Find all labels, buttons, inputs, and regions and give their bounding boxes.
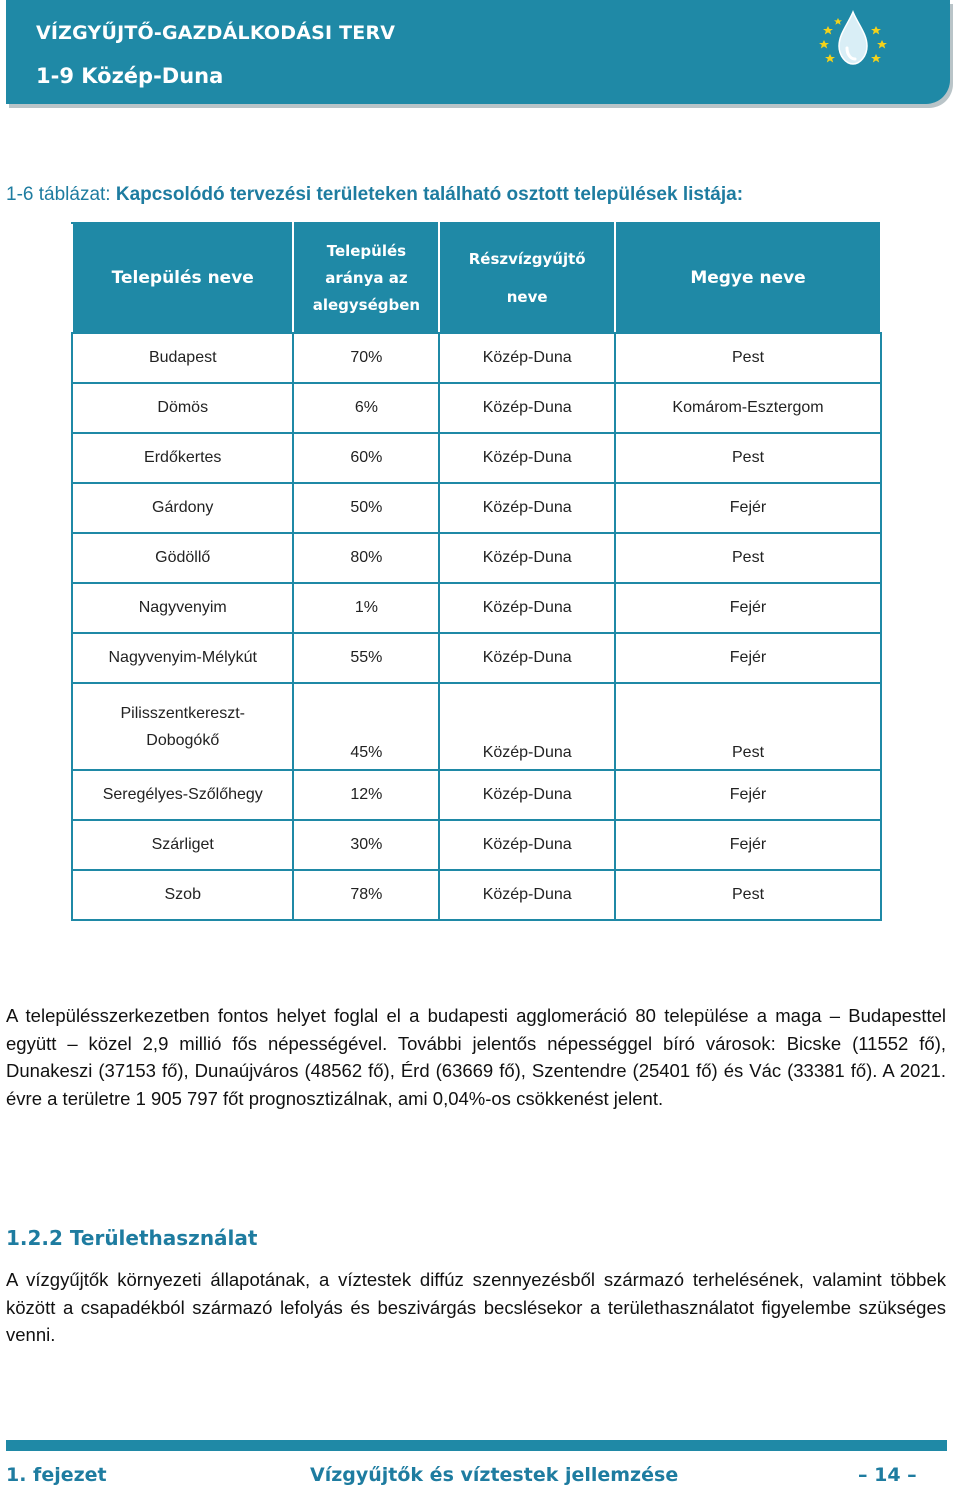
cell-basin: Közép-Duna [439,770,615,820]
page-header [6,0,950,104]
cell-county: Fejér [615,483,881,533]
cell-name: Nagyvenyim [72,583,293,633]
cell-basin: Közép-Duna [439,533,615,583]
table-row [72,770,881,820]
header-subtitle: 1-9 Közép-Duna [36,64,224,88]
header-settlement-share: Település aránya az alegységben [293,223,439,333]
table-row [72,583,881,633]
cell-name: Nagyvenyim-Mélykút [72,633,293,683]
header-title: VÍZGYŰJTŐ-GAZDÁLKODÁSI TERV [36,22,396,44]
land-use-paragraph: A vízgyűjtők környezeti állapotának, a víztestek diffúz szennyezésből származó terhelésének, valamint többek között a csapadékból származó lefolyás és beszivárgás becslésekor a területhasználatot figyelembe szükséges venni. [6,1269,946,1345]
header-county: Megye neve [615,223,881,333]
cell-share: 70% [293,333,439,383]
table-row [72,633,881,683]
cell-share: 45% [293,683,439,770]
table-row [72,433,881,483]
cell-county: Fejér [615,820,881,870]
cell-name: Gárdony [72,483,293,533]
cell-county: Komárom-Esztergom [615,383,881,433]
table-row [72,820,881,870]
table-row [72,483,881,533]
cell-basin: Közép-Duna [439,483,615,533]
cell-basin: Közép-Duna [439,433,615,483]
cell-share: 60% [293,433,439,483]
cell-name: Budapest [72,333,293,383]
cell-share: 80% [293,533,439,583]
page-number: – 14 – [858,1464,917,1486]
cell-basin: Közép-Duna [439,820,615,870]
section-heading: 1.2.2 Területhasználat [6,1226,258,1250]
cell-name: Seregélyes-Szőlőhegy [72,770,293,820]
water-drop-eu-stars-icon [814,8,892,72]
table-row [72,333,881,383]
cell-basin: Közép-Duna [439,683,615,770]
cell-county: Pest [615,533,881,583]
caption-label: 1-6 táblázat: [6,184,116,205]
table-row [72,683,881,770]
cell-share: 1% [293,583,439,633]
table-header-row [72,223,881,333]
cell-share: 50% [293,483,439,533]
cell-share: 12% [293,770,439,820]
cell-basin: Közép-Duna [439,583,615,633]
cell-basin: Közép-Duna [439,870,615,920]
settlements-table [71,222,882,921]
cell-name: Erdőkertes [72,433,293,483]
cell-share: 6% [293,383,439,433]
cell-name: Szob [72,870,293,920]
cell-county: Pest [615,683,881,770]
population-paragraph: A településszerkezetben fontos helyet foglal el a budapesti agglomeráció 80 települése a maga – Budapesttel együtt – közel 2,9 millió fős népességével. További jelentős népességgel bíró városok: Bicske (11552 fő), Dunakeszi (37153 fő), Dunaújváros (48562 fő), Érd (63669 fő), Szentendre (25401 fő) és Vác (33381 fő). A 2021. évre a területre 1 905 797 főt prognosztizálnak, ami 0,04%-os csökkenést jelent. [6,1005,946,1109]
cell-share: 78% [293,870,439,920]
cell-name: Gödöllő [72,533,293,583]
header-sub-basin: Részvízgyűjtő neve [439,223,615,333]
table-caption [6,184,743,206]
header-settlement-name: Település neve [72,223,293,333]
cell-share: 30% [293,820,439,870]
cell-county: Fejér [615,583,881,633]
cell-county: Pest [615,333,881,383]
table-row [72,533,881,583]
footer-chapter: 1. fejezet [6,1464,107,1486]
cell-share: 55% [293,633,439,683]
cell-county: Pest [615,433,881,483]
cell-name: Pilisszentkereszt- Dobogókő [72,683,293,770]
cell-county: Fejér [615,770,881,820]
cell-county: Pest [615,870,881,920]
cell-name: Dömös [72,383,293,433]
cell-basin: Közép-Duna [439,383,615,433]
table-row [72,383,881,433]
cell-basin: Közép-Duna [439,333,615,383]
cell-basin: Közép-Duna [439,633,615,683]
footer-divider [6,1440,947,1451]
caption-title: Kapcsolódó tervezési területeken található osztott települések listája: [115,184,744,205]
footer-chapter-title: Vízgyűjtők és víztestek jellemzése [310,1464,679,1486]
cell-name: Szárliget [72,820,293,870]
cell-county: Fejér [615,633,881,683]
table-row [72,870,881,920]
